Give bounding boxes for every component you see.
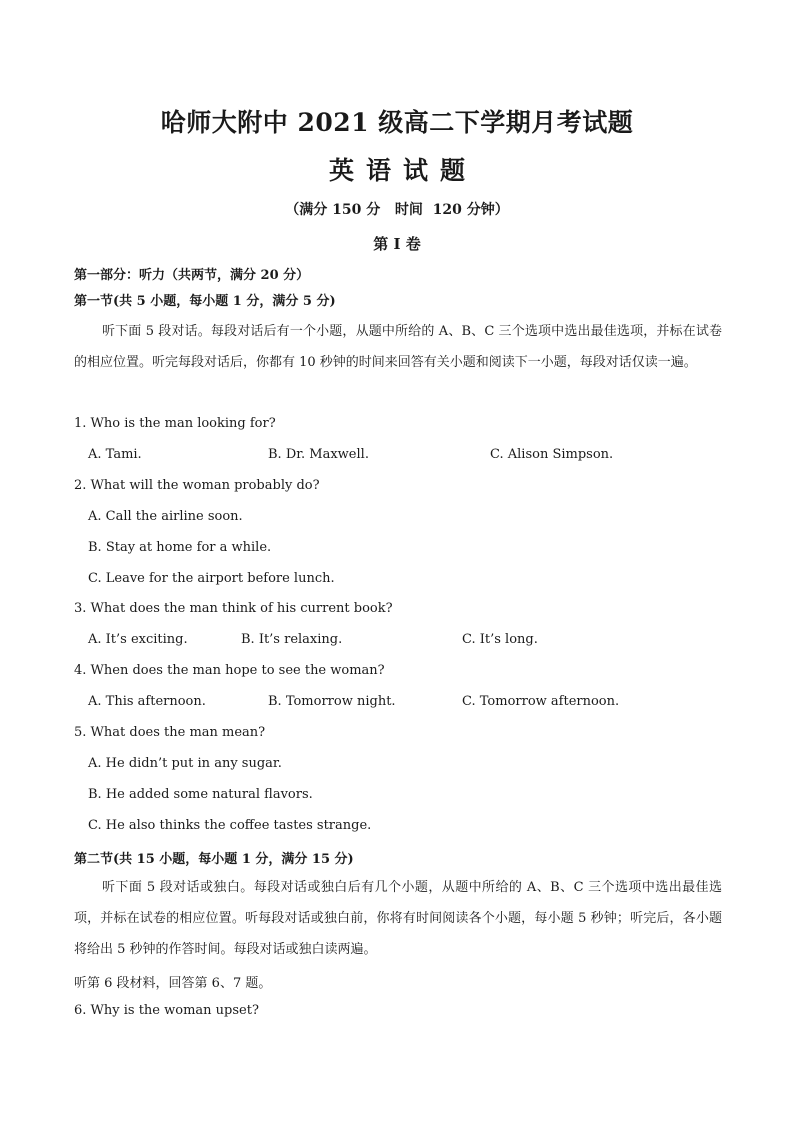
question-1-stem: 1. Who is the man looking for? [74, 416, 276, 431]
section1-heading: 第一节(共 5 小题，每小题 1 分，满分 5 分) [74, 294, 336, 309]
section1-instruction: 听下面 5 段对话。每段对话后有一个小题，从题中所给的 A、B、C 三个选项中选出最佳选项，并标在试卷的相应位置。听完每段对话后，你都有 10 秒钟的时间来回答有关小题和阅读下一小题，每段对话仅读一遍。 [74, 324, 722, 370]
score-time-info: （满分 150 分 时间 120 分钟） [285, 202, 509, 218]
question-1-option-b: B. Dr. Maxwell. [268, 447, 369, 462]
question-2-stem: 2. What will the woman probably do? [74, 478, 320, 493]
question-3-option-c: C. It’s long. [462, 632, 538, 647]
exam-subtitle: 英语试题 [328, 156, 477, 185]
question-1-option-c: C. Alison Simpson. [490, 447, 614, 462]
question-1-option-a: A. Tami. [88, 447, 142, 462]
material-note: 听第 6 段材料，回答第 6、7 题。 [74, 976, 272, 991]
question-3-stem: 3. What does the man think of his current book? [74, 601, 393, 616]
volume-label: 第 I 卷 [373, 235, 421, 253]
question-5-stem: 5. What does the man mean? [74, 725, 266, 740]
question-3-option-b: B. It’s relaxing. [241, 632, 343, 647]
section2-heading: 第二节(共 15 小题，每小题 1 分，满分 15 分) [74, 852, 354, 867]
question-4-option-c: C. Tomorrow afternoon. [462, 694, 620, 709]
question-2-option-c: C. Leave for the airport before lunch. [88, 571, 335, 586]
part1-heading: 第一部分：听力（共两节，满分 20 分） [74, 268, 310, 283]
exam-title: 哈师大附中 2021 级高二下学期月考试题 [160, 108, 634, 137]
section2-instruction: 听下面 5 段对话或独白。每段对话或独白后有几个小题，从题中所给的 A、B、C 三个选项中选出最佳选项，并标在试卷的相应位置。听每段对话或独白前，你将有时间阅读各个小题，每小题 5 秒钟；听完后，各小题将给出 5 秒钟的作答时间。每段对话或独白读两遍。 [74, 880, 722, 957]
question-5-option-a: A. He didn’t put in any sugar. [88, 756, 282, 771]
question-6-stem: 6. Why is the woman upset? [74, 1003, 259, 1018]
question-4-option-a: A. This afternoon. [88, 694, 206, 709]
question-4-option-b: B. Tomorrow night. [268, 694, 396, 709]
question-3-option-a: A. It’s exciting. [88, 632, 188, 647]
question-2-option-a: A. Call the airline soon. [88, 509, 243, 524]
question-4-stem: 4. When does the man hope to see the woman? [74, 663, 385, 678]
question-2-option-b: B. Stay at home for a while. [88, 540, 272, 555]
question-5-option-c: C. He also thinks the coffee tastes strange. [88, 818, 372, 833]
question-5-option-b: B. He added some natural flavors. [88, 787, 313, 802]
